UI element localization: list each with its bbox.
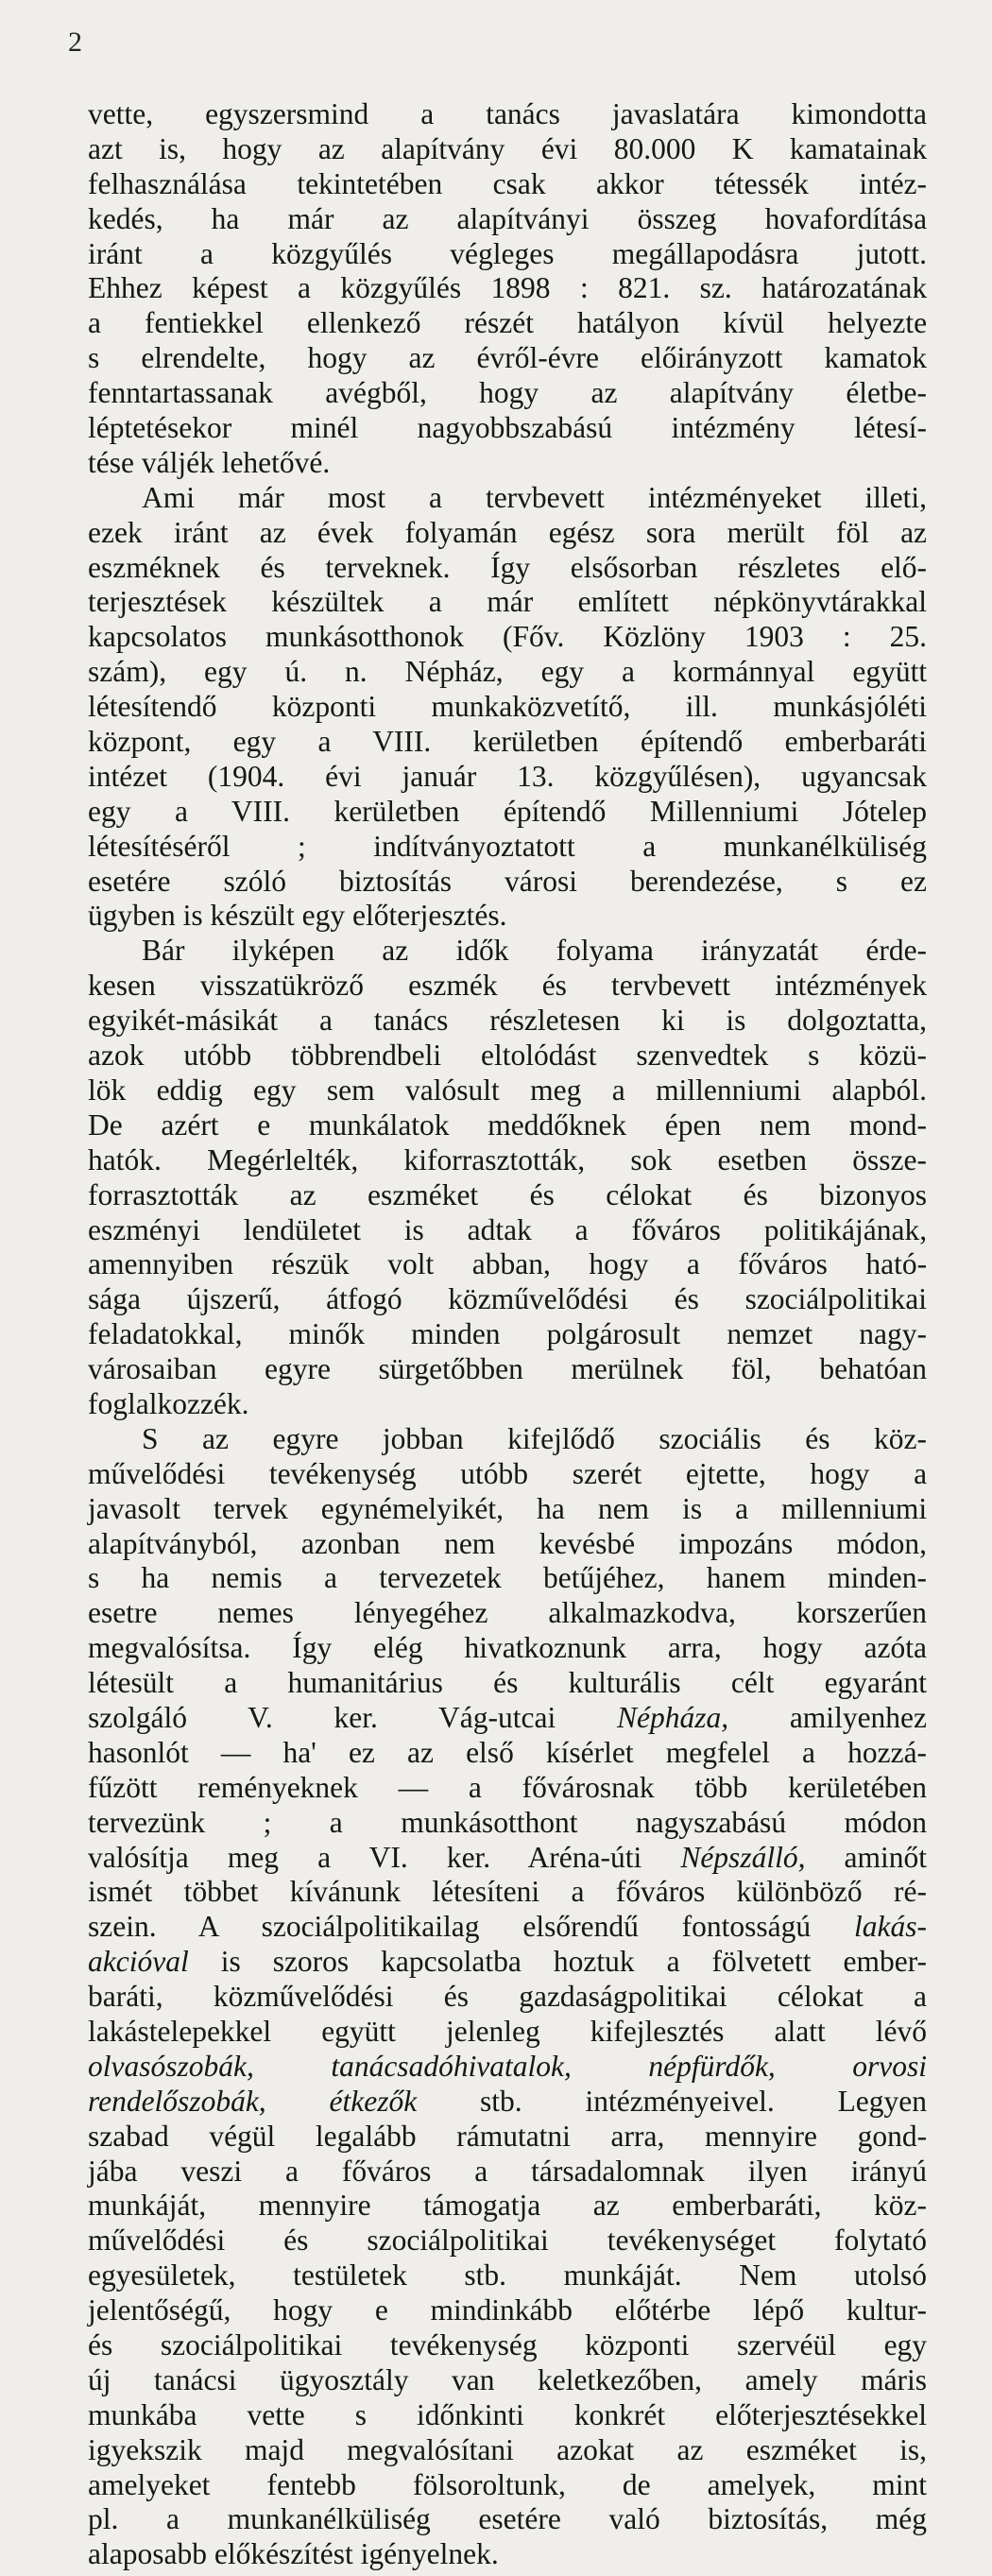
body-text — [88, 97, 927, 2572]
text-line: jelentőségű, hogy e mindinkább előtérbe lépő kultur- — [88, 2293, 928, 2327]
text-line: sága újszerű, átfogó közművelődési és szociálpolitikai — [88, 1282, 928, 1316]
text-line: munkába vette s időnkinti konkrét előterjesztésekkel — [88, 2397, 927, 2431]
text-line: létesült a humanitárius és kulturális célt egyaránt — [88, 1666, 927, 1700]
text-line: esetre nemes lényegéhez alkalmazkodva, korszerűen — [88, 1596, 928, 1630]
text-line: és szociálpolitikai tevékenység központi szervéül egy — [88, 2328, 928, 2361]
text-line: a fentiekkel ellenkező részét hatályon kívül helyezte — [88, 306, 928, 340]
paragraph — [88, 1422, 927, 2572]
text-line: szabad végül legalább rámutatni arra, mennyire gond- — [88, 2119, 928, 2153]
text-line: jába veszi a főváros a társadalomnak ilyen irányú — [88, 2154, 928, 2188]
text-line: terjesztések készültek a már említett népkönyvtárakkal — [88, 585, 928, 619]
text-line: amelyeket fentebb fölsoroltunk, de amelyek, mint — [88, 2467, 928, 2501]
text-line: igyekszik majd megvalósítani azokat az eszméket is, — [88, 2432, 928, 2466]
text-line: feladatokkal, minők minden polgárosult nemzet nagy- — [88, 1317, 927, 1351]
text-line: iránt a közgyűlés végleges megállapodásra jutott. — [88, 236, 928, 270]
text-line: munkáját, mennyire támogatja az emberbaráti, köz- — [88, 2189, 928, 2223]
text-line: javasolt tervek egynémelyikét, ha nem is a millenniumi — [88, 1491, 928, 1525]
text-line: baráti, közművelődési és gazdaságpolitikai célokat a — [88, 1980, 928, 2014]
text-line: városaiban egyre sürgetőbben merülnek föl, behatóan — [88, 1352, 928, 1386]
text-line: kesen visszatükröző eszmék és tervbevett intézmények — [88, 969, 928, 1003]
text-line: eszményi lendületet is adtak a főváros politikájának, — [88, 1212, 928, 1246]
text-line: azt is, hogy az alapítvány évi 80.000 K kamatainak — [88, 131, 928, 165]
text-line: létesítéséről ; indítványoztatott a munkanélküliség — [88, 829, 928, 863]
text-line: fenntartassanak avégből, hogy az alapítvány életbe- — [88, 376, 927, 410]
text-line: ismét többet kívánunk létesíteni a főváros különböző ré- — [88, 1875, 927, 1909]
text-line: szein. A szociálpolitikailag elsőrendű fontosságú lakás- — [88, 1910, 927, 1944]
text-line: hatók. Megérlelték, kiforrasztották, sok esetben össze- — [88, 1142, 928, 1176]
text-line: Ami már most a tervbevett intézményeket illeti, — [142, 480, 928, 514]
text-line: kapcsolatos munkásotthonok (Főv. Közlöny 1903 : 25. — [88, 620, 928, 654]
text-line: akcióval is szoros kapcsolatba hoztuk a fölvetett ember- — [88, 1945, 928, 1979]
text-line: azok utóbb többrendbeli eltolódást szenvedtek s közü- — [88, 1039, 928, 1073]
text-line: tervezünk ; a munkásotthont nagyszabású módon — [88, 1805, 928, 1839]
text-line: amennyiben részük volt abban, hogy a főváros ható- — [88, 1247, 928, 1281]
text-line: De azért e munkálatok meddőknek épen nem mond- — [88, 1108, 928, 1142]
text-line: művelődési és szociálpolitikai tevékenységet folytató — [88, 2224, 928, 2258]
text-line: központ, egy a VIII. kerületben építendő emberbaráti — [88, 725, 928, 759]
text-line: forrasztották az eszméket és célokat és bizonyos — [88, 1177, 928, 1211]
text-line: létesítendő központi munkaközvetítő, ill. munkásjóléti — [88, 690, 928, 724]
text-line: új tanácsi ügyosztály van keletkezőben, amely máris — [88, 2362, 928, 2396]
text-line: kedés, ha már az alapítványi összeg hovafordítása — [88, 201, 928, 235]
text-line: felhasználása tekintetében csak akkor tétessék intéz- — [88, 166, 928, 200]
text-line: művelődési tevékenység utóbb szerét ejtette, hogy a — [88, 1456, 928, 1490]
text-line: S az egyre jobban kifejlődő szociális és köz- — [142, 1421, 928, 1455]
text-line: szolgáló V. ker. Vág-utcai Népháza, amilyenhez — [88, 1700, 928, 1734]
paragraph — [88, 481, 927, 935]
text-line: lök eddig egy sem valósult meg a millenniumi alapból. — [88, 1073, 928, 1107]
text-line: megvalósítsa. Így elég hivatkoznunk arra, hogy azóta — [88, 1631, 927, 1665]
text-line: s ha nemis a tervezetek betűjéhez, hanem minden- — [88, 1561, 928, 1595]
text-line: alaposabb előkészítést igényelnek. — [88, 2537, 499, 2571]
text-line: lakástelepekkel együtt jelenleg kifejlesztés alatt lévő — [88, 2014, 927, 2048]
text-line: Ehhez képest a közgyűlés 1898 : 821. sz. határozatának — [88, 271, 928, 305]
text-line: rendelőszobák, étkezők stb. intézményeivel. Legyen — [88, 2084, 928, 2118]
text-line: intézet (1904. évi január 13. közgyűlésen), ugyancsak — [88, 759, 928, 793]
text-line: ügyben is készült egy előterjesztés. — [88, 899, 507, 933]
text-line: vette, egyszersmind a tanács javaslatára kimondotta — [88, 97, 928, 130]
text-line: alapítványból, azonban nem kevésbé impozáns módon, — [88, 1526, 928, 1560]
text-line: Bár ilyképen az idők folyama irányzatát érde- — [142, 934, 928, 968]
paragraph — [88, 934, 927, 1421]
text-line: egyesületek, testületek stb. munkáját. Nem utolsó — [88, 2258, 927, 2293]
text-line: fűzött reményeknek — a fővárosnak több kerületében — [88, 1770, 928, 1804]
text-line: szám), egy ú. n. Népház, egy a kormánnyal együtt — [88, 655, 928, 689]
text-line: s elrendelte, hogy az évről-évre előirányzott kamatok — [88, 341, 927, 375]
text-line: valósítja meg a VI. ker. Aréna-úti Népszálló, aminőt — [88, 1840, 928, 1874]
text-line: esetére szóló biztosítás városi berendezése, s ez — [88, 864, 928, 898]
text-line: ezek iránt az évek folyamán egész sora merült föl az — [88, 515, 928, 549]
page-number: 2 — [68, 26, 82, 58]
text-line: tése váljék lehetővé. — [88, 445, 331, 479]
text-line: egyikét-másikát a tanács részletesen ki is dolgoztatta, — [88, 1004, 928, 1038]
text-line: egy a VIII. kerületben építendő Millenniumi Jótelep — [88, 794, 928, 828]
text-line: eszméknek és terveknek. Így elsősorban részletes elő- — [88, 550, 928, 584]
text-line: olvasószobák, tanácsadóhivatalok, népfürdők, orvosi — [88, 2049, 928, 2083]
text-line: léptetésekor minél nagyobbszabású intézmény létesí- — [88, 411, 927, 445]
text-line: hasonlót — ha' ez az első kísérlet megfelel a hozzá- — [88, 1735, 928, 1769]
paragraph — [88, 97, 927, 481]
text-line: foglalkozzék. — [88, 1386, 249, 1420]
text-line: pl. a munkanélküliség esetére való biztosítás, még — [88, 2502, 928, 2536]
